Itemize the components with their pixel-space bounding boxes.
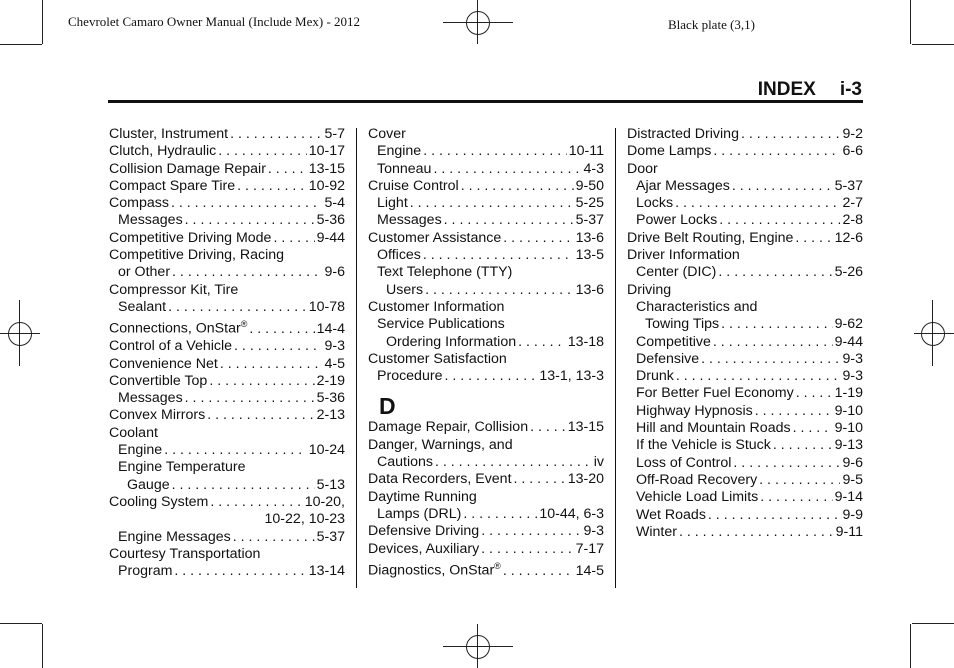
index-term: Text Telephone (TTY) bbox=[377, 264, 513, 281]
dot-leader bbox=[249, 321, 314, 338]
page-reference: 9-2 bbox=[842, 126, 863, 142]
index-term: Data Recorders, Event bbox=[368, 471, 512, 488]
column-divider bbox=[356, 128, 357, 588]
index-entry bbox=[109, 338, 345, 355]
index-term: Messages bbox=[377, 212, 442, 229]
index-entry bbox=[627, 403, 863, 420]
dot-leader bbox=[185, 212, 315, 229]
index-entry bbox=[368, 541, 604, 558]
index-entry bbox=[109, 299, 345, 316]
crop-mark bbox=[912, 623, 954, 624]
page-reference: 13-6 bbox=[575, 281, 604, 298]
index-term: or Other bbox=[118, 264, 171, 281]
page-reference: 10-78 bbox=[308, 298, 345, 315]
index-entry bbox=[109, 546, 345, 563]
index-term: Diagnostics, OnStar® bbox=[368, 560, 501, 579]
crop-mark bbox=[42, 624, 43, 668]
index-entry bbox=[368, 126, 604, 143]
index-term: Hill and Mountain Roads bbox=[636, 420, 791, 437]
dot-leader bbox=[444, 212, 574, 229]
index-term: Program bbox=[118, 563, 173, 580]
dot-leader bbox=[233, 529, 315, 546]
page-reference: 9-10 bbox=[834, 420, 863, 437]
index-entry bbox=[109, 494, 345, 511]
page-reference: 5-36 bbox=[316, 390, 345, 407]
dot-leader bbox=[679, 524, 834, 541]
index-term: Offices bbox=[377, 247, 421, 264]
index-term: Cooling System bbox=[109, 493, 209, 510]
index-entry bbox=[627, 126, 863, 143]
index-term: Highway Hypnosis bbox=[636, 402, 753, 419]
dot-leader bbox=[164, 442, 307, 459]
dot-leader bbox=[435, 454, 592, 471]
page-reference: 5-36 bbox=[316, 212, 345, 229]
dot-leader bbox=[773, 437, 833, 454]
page-reference: 14-4 bbox=[316, 321, 345, 337]
dot-leader bbox=[433, 161, 581, 178]
index-entry bbox=[368, 419, 604, 436]
page-reference: iv bbox=[593, 454, 604, 471]
index-term: Center (DIC) bbox=[636, 264, 717, 281]
index-entry bbox=[109, 282, 345, 299]
index-term: Drive Belt Routing, Engine bbox=[627, 229, 794, 246]
index-entry bbox=[109, 143, 345, 160]
page-reference: 5-37 bbox=[575, 212, 604, 229]
index-term: Ordering Information bbox=[386, 333, 517, 350]
index-entry bbox=[109, 230, 345, 247]
page-reference: 9-6 bbox=[842, 454, 863, 471]
dot-leader bbox=[220, 356, 323, 373]
dot-leader bbox=[676, 368, 841, 385]
page-reference: 9-9 bbox=[842, 506, 863, 523]
index-entry bbox=[109, 425, 345, 442]
index-entry bbox=[627, 524, 863, 541]
index-term: Convenience Net bbox=[109, 355, 218, 372]
index-entry bbox=[109, 161, 345, 178]
index-term: Devices, Auxiliary bbox=[368, 540, 480, 557]
dot-leader bbox=[514, 471, 566, 488]
index-term: Power Locks bbox=[636, 212, 718, 229]
page-reference: 10-17 bbox=[308, 143, 345, 160]
page-reference: 13-1, 13-3 bbox=[539, 368, 604, 385]
index-entry bbox=[368, 334, 604, 351]
page-reference: 9-11 bbox=[835, 523, 863, 540]
page-reference: 13-20 bbox=[567, 471, 604, 488]
index-term: Competitive Driving Mode bbox=[109, 229, 272, 246]
index-term: Danger, Warnings, and bbox=[368, 436, 513, 453]
index-entry bbox=[109, 212, 345, 229]
page-reference: 10-11 bbox=[568, 143, 604, 160]
index-entry bbox=[627, 264, 863, 281]
index-entry bbox=[627, 316, 863, 333]
index-term: Compressor Kit, Tire bbox=[109, 281, 239, 298]
index-entry bbox=[368, 161, 604, 178]
index-entry bbox=[627, 507, 863, 524]
index-entry bbox=[368, 489, 604, 506]
page-reference: 12-6 bbox=[834, 229, 863, 246]
page-reference: 9-14 bbox=[834, 489, 863, 506]
index-term: Towing Tips bbox=[645, 316, 720, 333]
dot-leader bbox=[185, 390, 315, 407]
index-entry bbox=[109, 390, 345, 407]
crop-mark bbox=[910, 624, 911, 668]
page-reference: 6-6 bbox=[842, 143, 863, 160]
page-reference: 10-20, bbox=[304, 493, 345, 510]
page-reference: 10-92 bbox=[308, 177, 345, 194]
page-reference: 13-15 bbox=[567, 419, 604, 436]
index-term: Off-Road Recovery bbox=[636, 471, 758, 488]
index-term: Users bbox=[386, 281, 424, 298]
index-term: Light bbox=[377, 195, 408, 212]
crop-mark bbox=[0, 44, 42, 45]
page-reference: 2-7 bbox=[842, 195, 863, 212]
dot-leader bbox=[793, 420, 833, 437]
dot-leader bbox=[172, 264, 322, 281]
index-term: Locks bbox=[636, 195, 674, 212]
page-reference: 2-19 bbox=[316, 372, 345, 389]
index-column-2 bbox=[368, 126, 604, 580]
crop-mark bbox=[910, 0, 911, 44]
index-entry bbox=[627, 420, 863, 437]
index-term: Cluster, Instrument bbox=[109, 126, 229, 142]
dot-leader bbox=[732, 178, 833, 195]
page-reference: 9-10 bbox=[834, 402, 863, 419]
page-reference: 9-3 bbox=[842, 350, 863, 367]
page-reference: 13-18 bbox=[567, 333, 604, 350]
index-column-3 bbox=[627, 126, 863, 541]
page-reference: 13-15 bbox=[308, 160, 345, 177]
dot-leader bbox=[755, 403, 833, 420]
dot-leader bbox=[760, 489, 832, 506]
dot-leader bbox=[207, 407, 314, 424]
page-reference: 10-22, 10-23 bbox=[264, 511, 345, 528]
index-entry bbox=[368, 558, 604, 580]
crop-mark bbox=[42, 0, 43, 44]
page-reference: 9-3 bbox=[583, 523, 604, 540]
dot-leader bbox=[174, 563, 306, 580]
index-term: Customer Satisfaction bbox=[368, 350, 507, 367]
index-entry bbox=[368, 523, 604, 540]
index-entry bbox=[109, 178, 345, 195]
index-entry bbox=[627, 247, 863, 264]
index-entry bbox=[627, 282, 863, 299]
dot-leader bbox=[273, 230, 314, 247]
index-term: Vehicle Load Limits bbox=[636, 489, 759, 506]
index-entry bbox=[109, 407, 345, 424]
index-term: Engine Temperature bbox=[118, 459, 246, 476]
index-column-1 bbox=[109, 126, 345, 580]
index-term: For Better Fuel Economy bbox=[636, 385, 794, 402]
index-entry bbox=[109, 247, 345, 264]
index-entry bbox=[627, 212, 863, 229]
dot-leader bbox=[713, 143, 840, 160]
index-term: Sealant bbox=[118, 298, 167, 315]
dot-leader bbox=[481, 541, 573, 558]
index-entry bbox=[627, 299, 863, 316]
index-entry bbox=[627, 368, 863, 385]
page-reference: 9-50 bbox=[575, 177, 604, 194]
index-entry bbox=[368, 316, 604, 333]
index-entry bbox=[368, 230, 604, 247]
index-entry bbox=[109, 356, 345, 373]
index-entry bbox=[627, 472, 863, 489]
index-term: Clutch, Hydraulic bbox=[109, 143, 217, 160]
page-reference: 13-6 bbox=[575, 229, 604, 246]
index-term: If the Vehicle is Stuck bbox=[636, 437, 771, 454]
index-term: Driver Information bbox=[627, 247, 740, 264]
index-term: Convertible Top bbox=[109, 372, 208, 389]
index-term: Messages bbox=[118, 390, 183, 407]
index-term: Collision Damage Repair bbox=[109, 160, 266, 177]
index-entry bbox=[109, 511, 345, 528]
dot-leader bbox=[518, 334, 566, 351]
index-term: Control of a Vehicle bbox=[109, 338, 233, 355]
index-term: Tonneau bbox=[377, 160, 432, 177]
page-reference: 9-62 bbox=[834, 316, 863, 333]
index-entry bbox=[627, 455, 863, 472]
dot-leader bbox=[423, 143, 567, 160]
page-reference: 9-3 bbox=[842, 368, 863, 385]
dot-leader bbox=[463, 506, 537, 523]
page-reference: 9-5 bbox=[842, 471, 863, 488]
index-entry bbox=[109, 529, 345, 546]
index-entry bbox=[627, 161, 863, 178]
index-entry bbox=[368, 506, 604, 523]
index-entry bbox=[368, 299, 604, 316]
index-entry bbox=[368, 264, 604, 281]
dot-leader bbox=[268, 161, 307, 178]
page-reference: 5-37 bbox=[316, 528, 345, 545]
dot-leader bbox=[444, 368, 537, 385]
index-term: Defensive bbox=[636, 350, 700, 367]
section-label: INDEX bbox=[757, 79, 816, 100]
dot-leader bbox=[209, 373, 314, 390]
index-term: Compact Spare Tire bbox=[109, 177, 236, 194]
index-term: Defensive Driving bbox=[368, 523, 480, 540]
index-term: Service Publications bbox=[377, 316, 505, 333]
page-reference: 10-24 bbox=[308, 442, 345, 459]
page-reference: 4-3 bbox=[583, 160, 604, 177]
index-entry bbox=[109, 126, 345, 143]
dot-leader bbox=[795, 230, 832, 247]
index-term: Engine Messages bbox=[118, 528, 231, 545]
index-entry bbox=[368, 471, 604, 488]
dot-leader bbox=[230, 126, 322, 143]
index-term: Drunk bbox=[636, 368, 674, 385]
dot-leader bbox=[701, 351, 840, 368]
index-term: Distracted Driving bbox=[627, 126, 739, 142]
index-term: Connections, OnStar® bbox=[109, 319, 248, 337]
index-term: Coolant bbox=[109, 424, 158, 441]
index-entry bbox=[109, 563, 345, 580]
index-entry bbox=[627, 178, 863, 195]
dot-leader bbox=[503, 230, 573, 247]
page-reference: 9-6 bbox=[324, 264, 345, 281]
dot-leader bbox=[218, 143, 306, 160]
index-entry bbox=[109, 477, 345, 494]
page-reference: 9-44 bbox=[316, 229, 345, 246]
page-reference: 7-17 bbox=[575, 540, 604, 557]
index-entry bbox=[109, 195, 345, 212]
dot-leader bbox=[530, 419, 566, 436]
index-term: Ajar Messages bbox=[636, 177, 730, 194]
dot-leader bbox=[210, 494, 302, 511]
index-entry bbox=[368, 437, 604, 454]
page-reference: 4-5 bbox=[324, 355, 345, 372]
page-reference: 2-8 bbox=[842, 212, 863, 229]
index-entry bbox=[368, 454, 604, 471]
index-term: Convex Mirrors bbox=[109, 407, 206, 424]
page-reference: 5-4 bbox=[324, 195, 345, 212]
index-entry bbox=[627, 351, 863, 368]
dot-leader bbox=[237, 178, 307, 195]
index-term: Cautions bbox=[377, 454, 433, 471]
index-entry bbox=[109, 459, 345, 476]
page-reference: 5-25 bbox=[575, 195, 604, 212]
index-term: Winter bbox=[636, 523, 677, 540]
page-reference: 10-44, 6-3 bbox=[539, 505, 604, 522]
page-reference: 9-44 bbox=[834, 333, 863, 350]
index-entry bbox=[109, 442, 345, 459]
index-term: Customer Assistance bbox=[368, 229, 502, 246]
page-reference: 9-13 bbox=[834, 437, 863, 454]
header-rule bbox=[108, 100, 863, 103]
index-term: Lamps (DRL) bbox=[377, 505, 462, 522]
page-reference: 5-7 bbox=[324, 126, 345, 142]
dot-leader bbox=[759, 472, 840, 489]
dot-leader bbox=[733, 455, 840, 472]
page-reference: 9-3 bbox=[324, 338, 345, 355]
index-entry bbox=[368, 143, 604, 160]
index-entry bbox=[627, 143, 863, 160]
page-number: i-3 bbox=[839, 79, 862, 100]
dot-leader bbox=[425, 282, 574, 299]
dot-leader bbox=[171, 195, 323, 212]
index-term: Compass bbox=[109, 195, 169, 212]
index-term: Driving bbox=[627, 281, 672, 298]
running-header-plate: Black plate (3,1) bbox=[668, 17, 755, 32]
index-term: Customer Information bbox=[368, 298, 505, 315]
dot-leader bbox=[675, 195, 840, 212]
dot-leader bbox=[410, 195, 574, 212]
index-entry bbox=[368, 212, 604, 229]
index-term: Engine bbox=[118, 442, 163, 459]
index-entry bbox=[627, 230, 863, 247]
index-entry bbox=[368, 195, 604, 212]
dot-leader bbox=[481, 523, 581, 540]
index-term: Damage Repair, Collision bbox=[368, 419, 529, 436]
dot-leader bbox=[168, 299, 307, 316]
dot-leader bbox=[718, 264, 832, 281]
index-term: Daytime Running bbox=[368, 488, 477, 505]
running-header-title: Chevrolet Camaro Owner Manual (Include Mex) - 2012 bbox=[68, 14, 361, 29]
index-entry bbox=[368, 351, 604, 368]
dot-leader bbox=[423, 247, 574, 264]
dot-leader bbox=[503, 563, 574, 580]
column-divider bbox=[615, 128, 616, 588]
index-entry bbox=[109, 373, 345, 390]
letter-heading-d: D bbox=[379, 393, 396, 420]
page-title bbox=[758, 79, 862, 101]
index-term: Gauge bbox=[127, 476, 170, 493]
page-reference: 2-13 bbox=[316, 407, 345, 424]
index-term: Door bbox=[627, 160, 658, 177]
index-term: Engine bbox=[377, 143, 422, 160]
index-entry bbox=[368, 282, 604, 299]
index-term: Competitive Driving, Racing bbox=[109, 247, 285, 264]
index-term: Procedure bbox=[377, 368, 443, 385]
index-term: Characteristics and bbox=[636, 298, 758, 315]
page-reference: 1-19 bbox=[834, 385, 863, 402]
index-term: Competitive bbox=[636, 333, 711, 350]
index-term: Messages bbox=[118, 212, 183, 229]
index-entry bbox=[109, 316, 345, 338]
crop-mark bbox=[0, 623, 42, 624]
dot-leader bbox=[741, 126, 841, 143]
crop-mark bbox=[912, 44, 954, 45]
page-reference: 13-5 bbox=[575, 247, 604, 264]
index-term: Loss of Control bbox=[636, 454, 732, 471]
index-term: Courtesy Transportation bbox=[109, 545, 261, 562]
dot-leader bbox=[234, 338, 322, 355]
index-term: Cruise Control bbox=[368, 177, 459, 194]
dot-leader bbox=[721, 316, 832, 333]
dot-leader bbox=[708, 507, 841, 524]
index-term: Cover bbox=[368, 126, 406, 142]
dot-leader bbox=[461, 178, 574, 195]
index-entry bbox=[627, 195, 863, 212]
page-reference: 5-13 bbox=[316, 476, 345, 493]
index-entry bbox=[368, 247, 604, 264]
page-reference: 13-14 bbox=[308, 563, 345, 580]
page-reference: 5-37 bbox=[834, 177, 863, 194]
index-entry bbox=[368, 368, 604, 385]
index-entry bbox=[627, 489, 863, 506]
dot-leader bbox=[713, 334, 833, 351]
dot-leader bbox=[172, 477, 315, 494]
index-term: Dome Lamps bbox=[627, 143, 712, 160]
dot-leader bbox=[719, 212, 840, 229]
index-entry bbox=[368, 178, 604, 195]
page-reference: 14-5 bbox=[575, 562, 604, 579]
page-reference: 5-26 bbox=[834, 264, 863, 281]
index-entry bbox=[627, 385, 863, 402]
index-entry bbox=[109, 264, 345, 281]
index-entry bbox=[627, 334, 863, 351]
dot-leader bbox=[796, 385, 833, 402]
index-term: Wet Roads bbox=[636, 506, 706, 523]
index-entry bbox=[627, 437, 863, 454]
